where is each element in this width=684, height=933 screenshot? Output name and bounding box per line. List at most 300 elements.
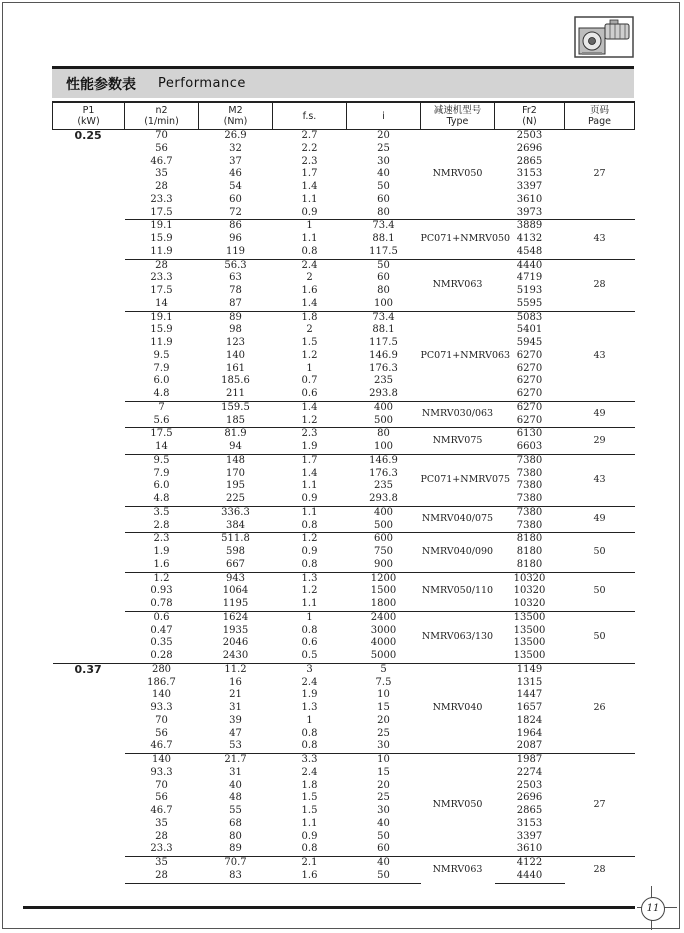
cell-n2: 14 [155,297,168,309]
cell-i: 750 [373,546,394,557]
column-header-label: f.s. [302,110,317,122]
table-row [53,143,635,156]
cell-n2: 6.0 [153,375,170,387]
cell-fr2: 1964 [516,727,543,739]
cell-type: NMRV063 [421,259,495,311]
cell-fs: 1.1 [273,506,347,519]
cell-m2: 94 [229,441,242,452]
cell-m2: 1624 [199,611,273,624]
cell-fs: 0.5 [301,650,318,661]
cell-m2: 16 [229,676,242,688]
cell-i: 20 [377,714,390,726]
cell-fr2: 4132 [516,233,543,244]
cell-n2: 56 [155,792,168,804]
cell-fs: 1.6 [301,285,318,296]
cell-fr2: 6270 [495,401,565,414]
cell-fs: 1.5 [301,805,318,816]
cell-fr2: 3610 [516,193,543,205]
cell-i: 900 [373,558,394,570]
cell-page: 50 [565,533,635,572]
cell-fr2: 4122 [495,857,565,870]
cell-fs: 1.2 [301,585,318,597]
cell-fr2: 6270 [516,414,543,426]
table-row [53,194,635,207]
cell-n2: 4.8 [153,493,170,504]
table-row [53,506,635,519]
cell-type: PC071+NMRV050 [421,220,495,259]
cell-fr2: 13500 [513,650,546,661]
cell-n2: 0.35 [150,637,173,649]
cell-m2: 98 [229,324,242,336]
table-row [53,388,635,401]
cell-fr2: 2503 [516,779,543,791]
cell-type: NMRV063/130 [421,611,495,663]
cell-n2: 28 [155,830,168,842]
cell-i: 7.5 [375,676,392,688]
cell-m2: 211 [225,388,246,399]
cell-n2: 15.9 [150,233,173,244]
cell-fs: 2.2 [301,142,318,154]
cell-n2: 3.5 [125,506,199,519]
cell-m2: 384 [225,519,246,531]
cell-m2: 87 [229,297,242,309]
cell-page: 49 [565,401,635,428]
cell-m2: 185 [225,414,246,426]
cell-m2: 78 [229,285,242,296]
cell-fr2: 4719 [516,272,543,284]
cell-n2: 0.93 [150,585,173,597]
cell-i: 25 [377,727,390,739]
cell-i: 73.4 [347,311,421,324]
table-row [53,780,635,793]
cell-fs: 1.3 [301,702,318,713]
cell-n2: 46.7 [150,805,173,816]
table-row [53,441,635,454]
cell-i: 146.9 [347,454,421,467]
cell-type: PC071+NMRV063 [421,311,495,401]
cell-type: NMRV075 [421,428,495,455]
cell-fr2: 13500 [495,611,565,624]
cell-page: 29 [565,428,635,455]
cell-m2: 47 [229,727,242,739]
cell-n2: 17.5 [125,428,199,441]
cell-page: 28 [565,857,635,884]
cell-fr2: 1824 [516,714,543,726]
table-row [53,220,635,233]
cell-n2: 56 [155,727,168,739]
cell-i: 25 [377,142,390,154]
power-cell: 0.25 [53,130,125,664]
header-row [53,102,635,130]
table-row [53,233,635,246]
performance-table [52,101,635,884]
cell-type: NMRV040/075 [421,506,495,533]
table-row [53,401,635,414]
cell-m2: 60 [229,193,242,205]
cell-m2: 55 [229,805,242,816]
cell-n2: 23.3 [150,843,173,855]
table-row [53,792,635,805]
cell-n2: 2.8 [153,519,170,531]
cell-fs: 2.3 [301,155,318,167]
cell-page: 28 [565,259,635,311]
cell-i: 5000 [370,650,397,661]
cell-fs: 1.4 [301,181,318,192]
cell-fr2: 7380 [516,519,543,531]
column-header-label: P1 [82,105,95,116]
cell-i: 117.5 [369,337,398,348]
cell-fs: 2.7 [273,130,347,143]
cell-i: 235 [373,480,394,492]
table-row [53,337,635,350]
cell-i: 60 [377,193,390,205]
table-row [53,546,635,559]
cell-i: 146.9 [369,349,398,361]
cell-type: PC071+NMRV075 [421,454,495,506]
table-header [53,102,635,130]
table-row [53,663,635,676]
cell-fs: 2.4 [301,766,318,778]
cell-fr2: 1987 [495,754,565,767]
cell-fs: 1.7 [301,168,318,180]
table-row [53,857,635,870]
table-body [53,130,635,884]
table-row [53,375,635,388]
cell-n2: 17.5 [150,285,173,296]
cell-fr2: 8180 [495,533,565,546]
cell-m2: 195 [225,480,246,492]
cell-m2: 11.2 [199,663,273,676]
cell-fs: 1.7 [273,454,347,467]
cell-page: 26 [565,663,635,753]
cell-fr2: 6130 [495,428,565,441]
cell-m2: 1935 [222,624,249,636]
cell-i: 40 [377,168,390,180]
cell-fr2: 6270 [516,362,543,374]
cell-n2: 7.9 [153,467,170,479]
cell-fs: 3 [273,663,347,676]
cell-fr2: 1149 [495,663,565,676]
cell-n2: 1.9 [153,546,170,557]
table-row [53,805,635,818]
cell-i: 50 [377,830,390,842]
cell-fr2: 6270 [516,375,543,387]
cell-fr2: 5401 [516,324,543,336]
cell-n2: 0.28 [150,650,173,661]
cell-fr2: 5193 [516,285,543,296]
cell-fr2: 3397 [516,830,543,842]
cell-fs: 3.3 [273,754,347,767]
cell-m2: 21 [229,689,242,701]
cell-fs: 2.1 [273,857,347,870]
cell-i: 117.5 [369,245,398,257]
cell-type: NMRV050 [421,130,495,220]
cell-fs: 1.1 [301,480,318,492]
cell-fr2: 7380 [516,480,543,492]
page-number: 11 [641,897,665,921]
table-row [53,677,635,690]
cell-fs: 1.9 [301,441,318,452]
cell-i: 50 [347,870,421,883]
cell-fr2: 3973 [516,206,543,218]
cell-i: 293.8 [369,493,398,504]
cell-n2: 140 [125,754,199,767]
cell-n2: 93.3 [150,766,173,778]
cell-n2: 1.6 [153,558,170,570]
cell-i: 80 [377,285,390,296]
gear-motor-icon [574,16,634,58]
cell-n2: 140 [151,689,172,701]
column-header-p1 [53,102,125,130]
cell-i: 40 [377,817,390,829]
cell-fs: 2 [306,272,313,284]
table-row [53,843,635,856]
cell-i: 50 [377,181,390,192]
cell-fr2: 3397 [516,181,543,192]
cell-m2: 53 [229,740,242,752]
table-row [53,311,635,324]
table-row [53,168,635,181]
cell-fs: 0.8 [301,740,318,752]
cell-fs: 2 [306,324,313,336]
cell-m2: 83 [199,870,273,883]
cell-m2: 81.9 [199,428,273,441]
table-row [53,363,635,376]
cell-fr2: 1447 [516,689,543,701]
cell-i: 176.3 [369,362,398,374]
cell-i: 5 [347,663,421,676]
cell-i: 88.1 [372,324,395,336]
cell-fs: 0.7 [301,375,318,387]
cell-n2: 5.6 [153,414,170,426]
cell-fr2: 2087 [516,740,543,752]
title-english: Performance [158,76,246,91]
cell-m2: 159.5 [199,401,273,414]
cell-m2: 511.8 [199,533,273,546]
cell-i: 600 [347,533,421,546]
cell-fr2: 1315 [516,676,543,688]
performance-table-area [52,101,634,884]
cell-i: 293.8 [369,388,398,399]
cell-n2: 280 [125,663,199,676]
cell-type: NMRV040 [421,663,495,753]
cell-fr2: 6270 [516,388,543,399]
cell-page: 27 [565,754,635,857]
table-row [53,870,635,883]
column-header-page [565,102,635,130]
cell-fs: 2.3 [273,428,347,441]
table-row [53,480,635,493]
cell-i: 1200 [347,572,421,585]
table-row [53,650,635,663]
column-header-label: 页码 [589,105,609,116]
table-row [53,754,635,767]
cell-n2: 46.7 [150,155,173,167]
cell-m2: 336.3 [199,506,273,519]
cell-m2: 1195 [222,598,249,609]
cell-fs: 0.8 [301,843,318,855]
cell-m2: 89 [199,311,273,324]
column-header-n2 [125,102,199,130]
cell-i: 400 [347,401,421,414]
cell-n2: 2.3 [125,533,199,546]
cell-n2: 9.5 [153,349,170,361]
column-header-label: i [382,110,385,122]
cell-fr2: 5083 [495,311,565,324]
cell-fs: 0.8 [301,558,318,570]
cell-m2: 943 [199,572,273,585]
table-row [53,572,635,585]
cell-n2: 0.6 [125,611,199,624]
table-row [53,767,635,780]
table-row [53,428,635,441]
cell-n2: 17.5 [150,206,173,218]
cell-m2: 161 [225,362,246,374]
cell-i: 60 [377,843,390,855]
table-row [53,181,635,194]
cell-fr2: 3153 [516,168,543,180]
cell-fr2: 2865 [516,155,543,167]
cell-fs: 1.5 [301,337,318,348]
cell-n2: 11.9 [150,337,173,348]
cell-page: 43 [565,311,635,401]
cell-m2: 68 [229,817,242,829]
column-header-unit: Type [446,116,469,127]
table-row [53,559,635,572]
cell-fs: 1.3 [273,572,347,585]
cell-fs: 1.8 [301,779,318,791]
cell-n2: 9.5 [125,454,199,467]
cell-n2: 23.3 [150,272,173,284]
cell-m2: 54 [229,181,242,192]
cell-m2: 2046 [222,637,249,649]
cell-n2: 14 [155,441,168,452]
cell-i: 1500 [370,585,397,597]
cell-i: 88.1 [372,233,395,244]
column-header-m2 [199,102,273,130]
cell-fr2: 5945 [516,337,543,348]
cell-fr2: 6603 [516,441,543,452]
table-row [53,831,635,844]
column-header-fs [273,102,347,130]
column-header-i [347,102,421,130]
cell-m2: 96 [229,233,242,244]
table-row [53,689,635,702]
cell-page: 49 [565,506,635,533]
cell-fr2: 13500 [513,624,546,636]
cell-fs: 1.6 [273,870,347,883]
cell-m2: 667 [225,558,246,570]
column-header-unit: Page [588,116,611,127]
cell-n2: 70 [155,714,168,726]
cell-n2: 35 [155,817,168,829]
cell-m2: 46 [229,168,242,180]
column-header-type [421,102,495,130]
column-header-unit: (kW) [77,116,100,127]
cell-fs: 0.9 [301,546,318,557]
cell-n2: 28 [125,259,199,272]
cell-page: 43 [565,454,635,506]
cell-m2: 48 [229,792,242,804]
table-row [53,740,635,753]
cell-m2: 148 [199,454,273,467]
cell-fr2: 10320 [513,585,546,597]
cell-type: NMRV050/110 [421,572,495,611]
cell-m2: 72 [229,206,242,218]
cell-fs: 1.2 [273,533,347,546]
cell-i: 500 [373,519,394,531]
cell-m2: 21.7 [199,754,273,767]
cell-type: NMRV030/063 [421,401,495,428]
cell-fs: 1 [273,611,347,624]
cell-m2: 39 [229,714,242,726]
cell-n2: 70 [155,779,168,791]
cell-fr2: 10320 [513,598,546,609]
cell-fr2: 7380 [495,454,565,467]
cell-m2: 32 [229,142,242,154]
table-row [53,468,635,481]
cell-i: 20 [377,779,390,791]
cell-page: 43 [565,220,635,259]
column-header-unit: (N) [522,116,537,127]
cell-i: 80 [347,428,421,441]
cell-n2: 6.0 [153,480,170,492]
cell-n2: 11.9 [150,245,173,257]
table-row [53,611,635,624]
cell-fs: 1.5 [301,792,318,804]
cell-fs: 1.2 [301,414,318,426]
cell-i: 30 [377,740,390,752]
cell-n2: 4.8 [153,388,170,399]
cell-m2: 56.3 [199,259,273,272]
table-row [53,598,635,611]
cell-fs: 1.4 [301,467,318,479]
table-row [53,585,635,598]
cell-i: 400 [347,506,421,519]
table-row [53,324,635,337]
cell-n2: 70 [125,130,199,143]
cell-fs: 0.6 [301,637,318,649]
cell-m2: 225 [225,493,246,504]
cell-i: 60 [377,272,390,284]
table-row [53,285,635,298]
cell-type: NMRV040/090 [421,533,495,572]
cell-fr2: 13500 [513,637,546,649]
cell-m2: 40 [229,779,242,791]
cell-type: NMRV050 [421,754,495,857]
cell-fr2: 6270 [516,349,543,361]
cell-i: 20 [347,130,421,143]
cell-fr2: 7380 [516,467,543,479]
cell-fr2: 3610 [516,843,543,855]
cell-i: 73.4 [347,220,421,233]
cell-m2: 598 [225,546,246,557]
cell-fs: 1.8 [273,311,347,324]
cell-n2: 1.2 [125,572,199,585]
cell-fs: 2.4 [301,676,318,688]
table-row [53,207,635,220]
cell-n2: 15.9 [150,324,173,336]
cell-m2: 86 [199,220,273,233]
cell-m2: 170 [225,467,246,479]
table-row [53,156,635,169]
cell-n2: 7 [125,401,199,414]
cell-i: 1800 [370,598,397,609]
cell-m2: 89 [229,843,242,855]
cell-m2: 31 [229,702,242,713]
cell-i: 30 [377,155,390,167]
table-row [53,702,635,715]
